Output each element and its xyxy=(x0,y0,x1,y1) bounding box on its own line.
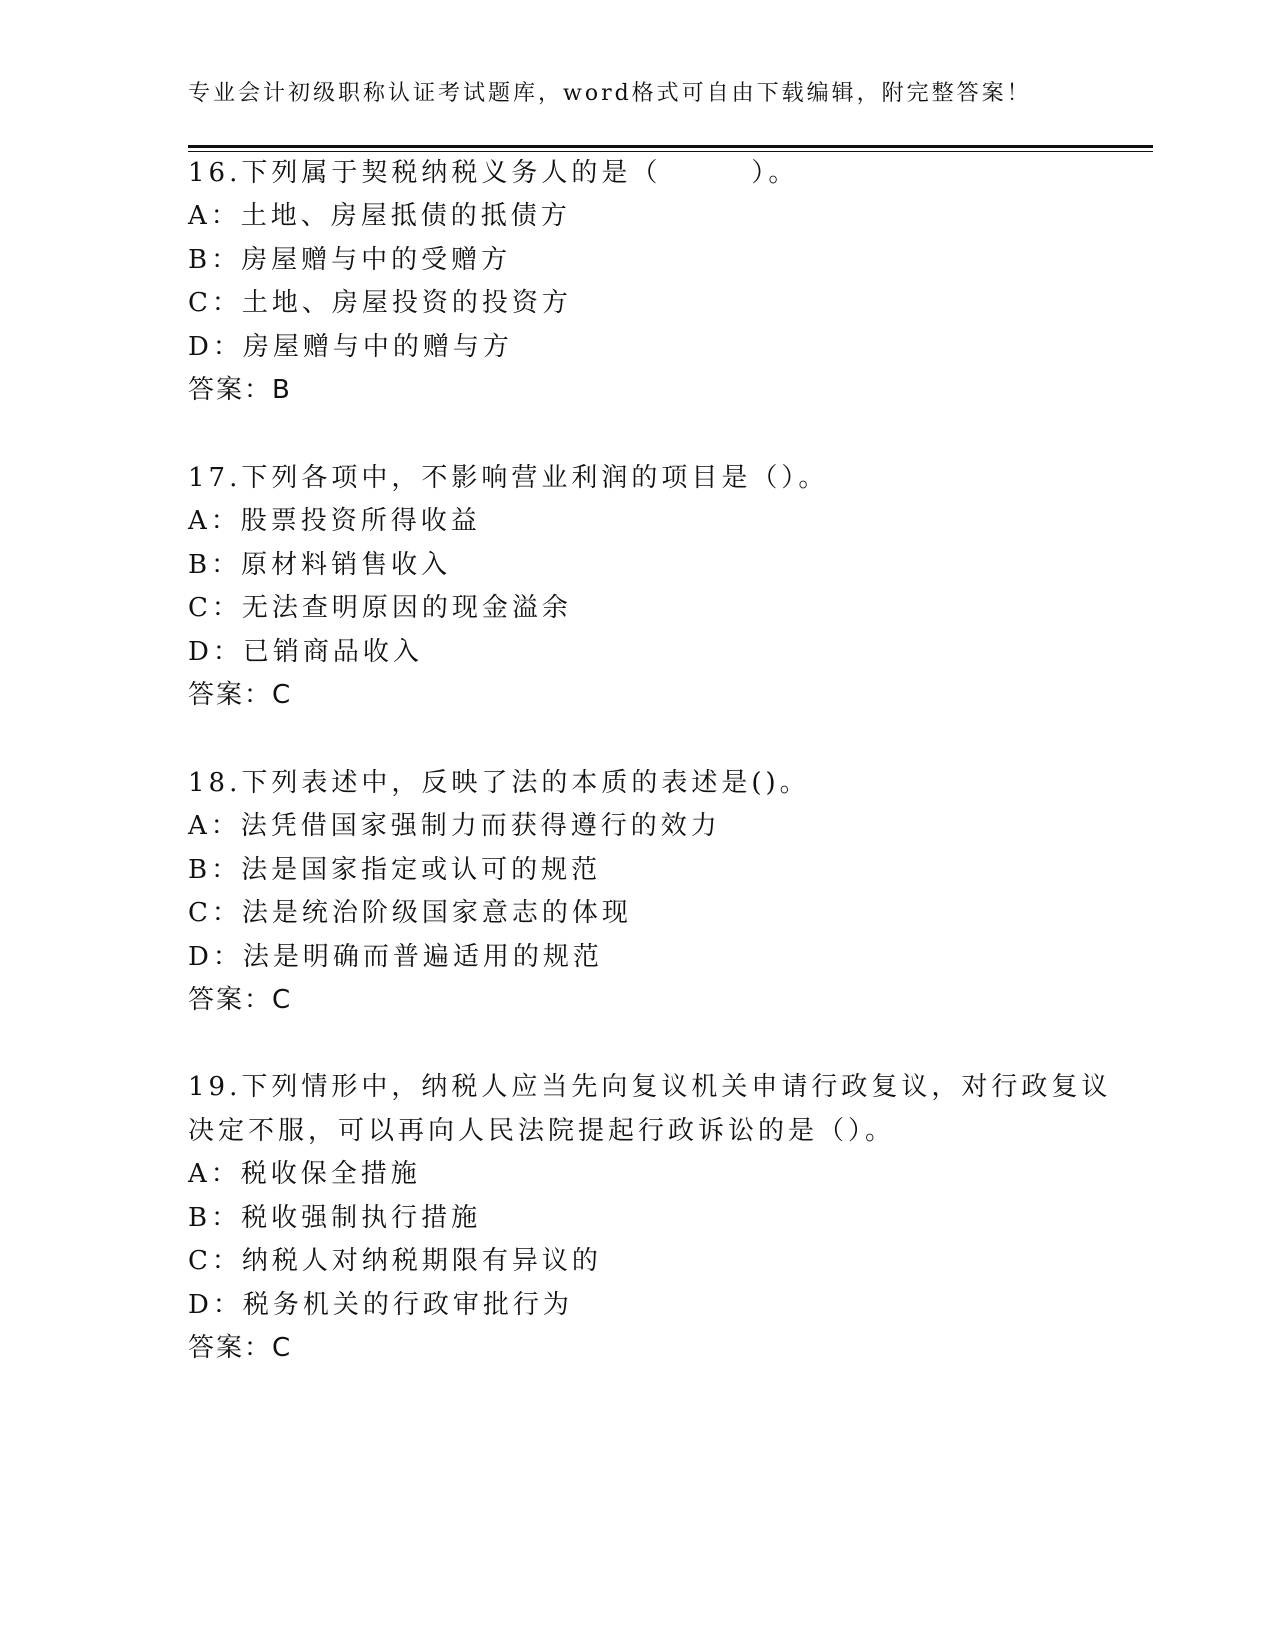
question-16-option-d: D：房屋赠与中的赠与方 xyxy=(188,332,513,362)
page-header: 专业会计初级职称认证考试题库，word格式可自由下载编辑，附完整答案！ xyxy=(188,81,1032,106)
question-19-answer: 答案：C xyxy=(188,1333,293,1363)
question-16-option-c: C：土地、房屋投资的投资方 xyxy=(188,288,572,318)
header-divider-thin xyxy=(188,151,1153,152)
question-17-option-c: C：无法查明原因的现金溢余 xyxy=(188,593,572,623)
header-divider-thick xyxy=(188,145,1153,148)
question-19-stem-line-1: 19.下列情形中，纳税人应当先向复议机关申请行政复议，对行政复议 xyxy=(188,1072,1112,1102)
question-19-option-a: A：税收保全措施 xyxy=(188,1159,421,1189)
question-19-option-d: D：税务机关的行政审批行为 xyxy=(188,1290,573,1320)
question-19-option-b: B：税收强制执行措施 xyxy=(188,1203,482,1233)
question-18-option-d: D：法是明确而普遍适用的规范 xyxy=(188,942,603,972)
question-18-stem: 18.下列表述中，反映了法的本质的表述是()。 xyxy=(188,768,810,798)
question-17-answer: 答案：C xyxy=(188,680,293,710)
question-17-stem: 17.下列各项中，不影响营业利润的项目是（）。 xyxy=(188,463,829,493)
question-17-option-d: D：已销商品收入 xyxy=(188,637,423,667)
question-16-option-b: B：房屋赠与中的受赠方 xyxy=(188,245,512,275)
question-18-option-a: A：法凭借国家强制力而获得遵行的效力 xyxy=(188,811,721,841)
question-19-stem-line-2: 决定不服，可以再向人民法院提起行政诉讼的是（）。 xyxy=(188,1116,896,1146)
question-16-option-a: A：土地、房屋抵债的抵债方 xyxy=(188,201,571,231)
question-17-option-b: B：原材料销售收入 xyxy=(188,550,452,580)
question-17-option-a: A：股票投资所得收益 xyxy=(188,506,481,536)
question-19-option-c: C：纳税人对纳税期限有异议的 xyxy=(188,1246,602,1276)
question-18-option-b: B：法是国家指定或认可的规范 xyxy=(188,855,602,885)
question-16-answer: 答案：B xyxy=(188,375,292,405)
question-18-answer: 答案：C xyxy=(188,985,293,1015)
question-16-stem: 16.下列属于契税纳税义务人的是（ ）。 xyxy=(188,158,799,188)
question-18-option-c: C：法是统治阶级国家意志的体现 xyxy=(188,898,632,928)
